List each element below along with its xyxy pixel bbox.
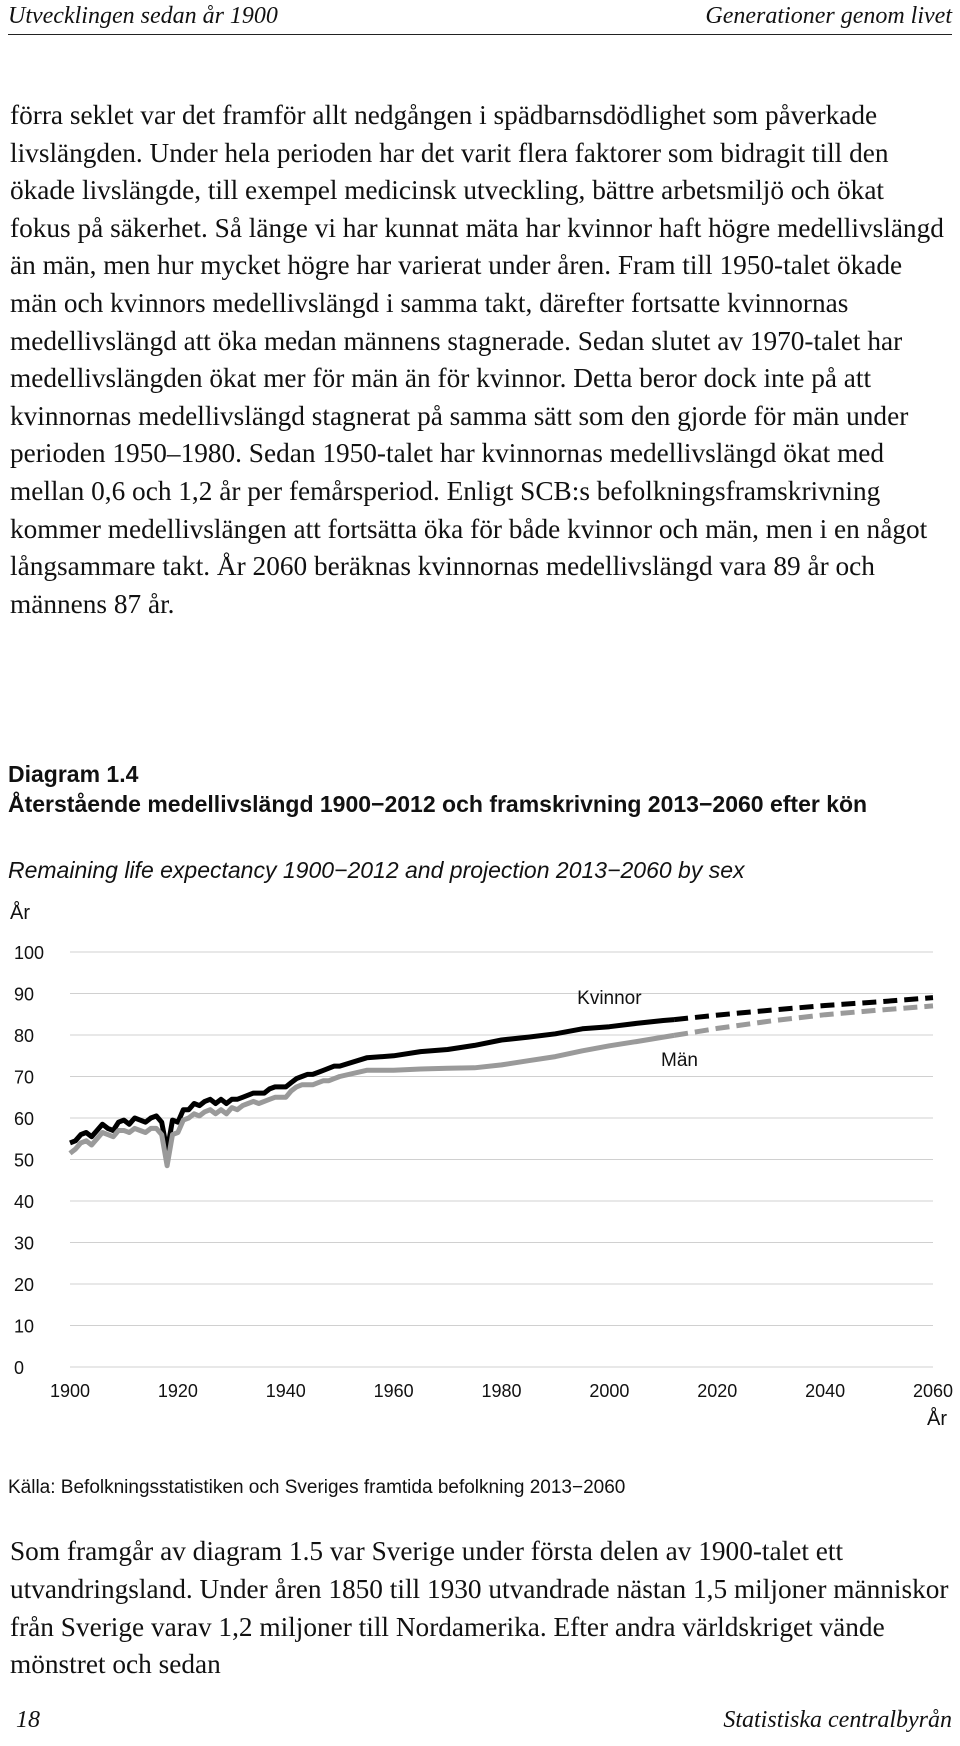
diagram-number: Diagram 1.4 — [8, 761, 139, 787]
y-tick-label: 30 — [14, 1233, 35, 1254]
x-tick-label: 2000 — [589, 1381, 630, 1401]
y-tick-label: 70 — [14, 1067, 35, 1088]
body-paragraph-2: Som framgår av diagram 1.5 var Sverige under första delen av 1900-talet ett utvandringsland. Under åren 1850 till 1930 utvandrade nästan 1,5 miljoner människor från Sverige varav 1,2 miljoner till Nordamerika. Efter andra världskriget vände mönstret och sedan — [10, 1536, 949, 1680]
y-tick-label: 60 — [14, 1109, 35, 1129]
x-tick-label: 1980 — [481, 1381, 522, 1401]
y-tick-label: 0 — [14, 1358, 25, 1378]
x-tick-label: 2020 — [697, 1381, 738, 1401]
running-header — [8, 0, 952, 35]
body-paragraph: förra seklet var det framför allt nedgången i spädbarnsdödlighet som påverkade livslängden. Under hela perioden har det varit flera faktorer som bidragit till den ökade livslängde, till exempel medicinsk utveckling, bättre arbetsmiljö och ökat fokus på säkerhet. Så länge vi har kunnat mäta har kvinnor haft högre medellivslängd än män, men hur mycket högre har varierat under åren. Fram till 1950-talet ökade män och kvinnors medellivslängd i samma takt, därefter fortsatte kvinnornas medellivslängd att öka medan männens stagnerade. Sedan slutet av 1970-talet har medellivslängden ökat mer för män än för kvinnor. Detta beror dock inte på att kvinnornas medellivslängd stagnerat på samma sätt som den gjorde för män under perioden 1950–1980. Sedan 1950-talet har kvinnornas medellivslängd ökat med mellan 0,6 och 1,2 år per femårsperiod. Enligt SCB:s befolkningsframskrivning kommer medellivslängen att fortsätta öka för både kvinnor och män, men i en något långsammare takt. År 2060 beräknas kvinnornas medellivslängd vara 89 år och männens 87 år. — [10, 100, 944, 619]
series-label-kvinnor: Kvinnor — [577, 987, 642, 1009]
y-axis-label: År — [10, 902, 30, 924]
chart-source: Källa: Befolkningsstatistiken och Sveriges framtida befolkning 2013−2060 — [8, 1477, 626, 1498]
page-number: 18 — [16, 1707, 40, 1733]
x-tick-label: 2040 — [805, 1381, 846, 1401]
y-tick-label: 100 — [14, 943, 45, 963]
footer-publisher: Statistiska centralbyrån — [723, 1707, 952, 1733]
y-tick-label: 20 — [14, 1275, 35, 1295]
x-tick-label: 1960 — [373, 1381, 414, 1401]
y-tick-label: 90 — [14, 984, 35, 1005]
header-publication-title: Generationer genom livet — [705, 3, 952, 29]
projection-3-series-line — [674, 1006, 933, 1036]
x-tick-label: 2060 — [912, 1381, 954, 1401]
series-label-man: Män — [661, 1050, 698, 1072]
x-tick-label: 1940 — [265, 1381, 306, 1401]
y-tick-label: 80 — [14, 1026, 35, 1046]
y-tick-label: 50 — [14, 1150, 35, 1171]
life-expectancy-chart — [0, 895, 960, 1505]
header-section-title: Utvecklingen sedan år 1900 — [8, 3, 278, 29]
diagram-subtitle: Remaining life expectancy 1900−2012 and projection 2013−2060 by sex — [8, 857, 745, 883]
x-tick-label: 1900 — [49, 1381, 91, 1401]
diagram-title: Återstående medellivslängd 1900−2012 och framskrivning 2013−2060 efter kön — [8, 791, 868, 817]
y-tick-label: 10 — [14, 1316, 35, 1337]
x-tick-label: 1920 — [157, 1381, 198, 1401]
chart-svg — [0, 895, 960, 1475]
y-tick-label: 40 — [14, 1192, 35, 1212]
x-axis-label: År — [927, 1408, 947, 1430]
